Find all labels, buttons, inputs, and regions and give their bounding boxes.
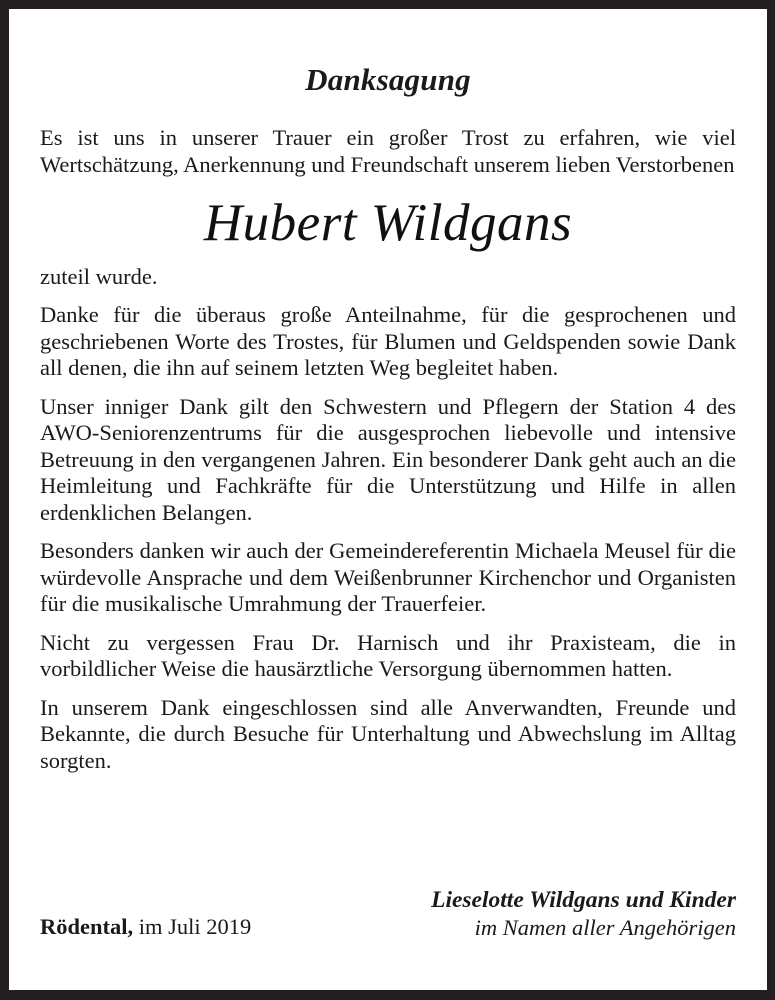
mourner-subtitle: im Namen aller Angehörigen — [474, 915, 736, 940]
thanks-paragraph-5: In unserem Dank eingeschlossen sind alle Anverwandten, Freunde und Bekannte, die durch Besuche für Unterhaltung und Abwechslung im Alltag sorgten. — [40, 694, 736, 773]
page-title: Danksagung — [305, 62, 471, 97]
date-label: im Juli 2019 — [138, 914, 252, 939]
place-and-date — [40, 914, 251, 941]
intro-paragraph: Es ist uns in unserer Trauer ein großer Trost zu erfahren, wie viel Wertschätzung, Anerkennung und Freundschaft unserem lieben Verstorbenen — [40, 125, 736, 177]
place-label: Rödental, — [40, 914, 134, 939]
thanks-paragraph-3: Besonders danken wir auch der Gemeindereferentin Michaela Meusel für die würdevolle Ansprache und dem Weißenbrunner Kirchenchor und Organisten für die musikalische Umrahmung der Trauerfeier. — [40, 538, 736, 617]
deceased-name: Hubert Wildgans — [203, 194, 573, 252]
intro-continued: zuteil wurde. — [40, 263, 158, 289]
mourners — [431, 886, 736, 941]
notice-content — [40, 9, 736, 990]
thanks-paragraph-1: Danke für die überaus große Anteilnahme, für die gesprochenen und geschriebenen Worte des Trostes, für Blumen und Geldspenden sowie Dank all denen, die ihn auf seinem letzten Weg begleitet haben. — [40, 302, 736, 381]
mourner-names: Lieselotte Wildgans und Kinder — [431, 887, 736, 913]
thanks-paragraph-2: Unser inniger Dank gilt den Schwestern und Pflegern der Station 4 des AWO-Seniorenzentrums für die ausgesprochen liebevolle und intensive Betreuung in den vergangenen Jahren. Ein besonderer Dank geht auch an die Heimleitung und Fachkräfte für die Unterstützung und Hilfe in allen erdenklichen Belangen. — [40, 393, 736, 525]
signature-block — [40, 886, 736, 941]
thanks-paragraph-4: Nicht zu vergessen Frau Dr. Harnisch und ihr Praxisteam, die in vorbildlicher Weise die hausärztliche Versorgung übernommen hatten. — [40, 629, 736, 682]
